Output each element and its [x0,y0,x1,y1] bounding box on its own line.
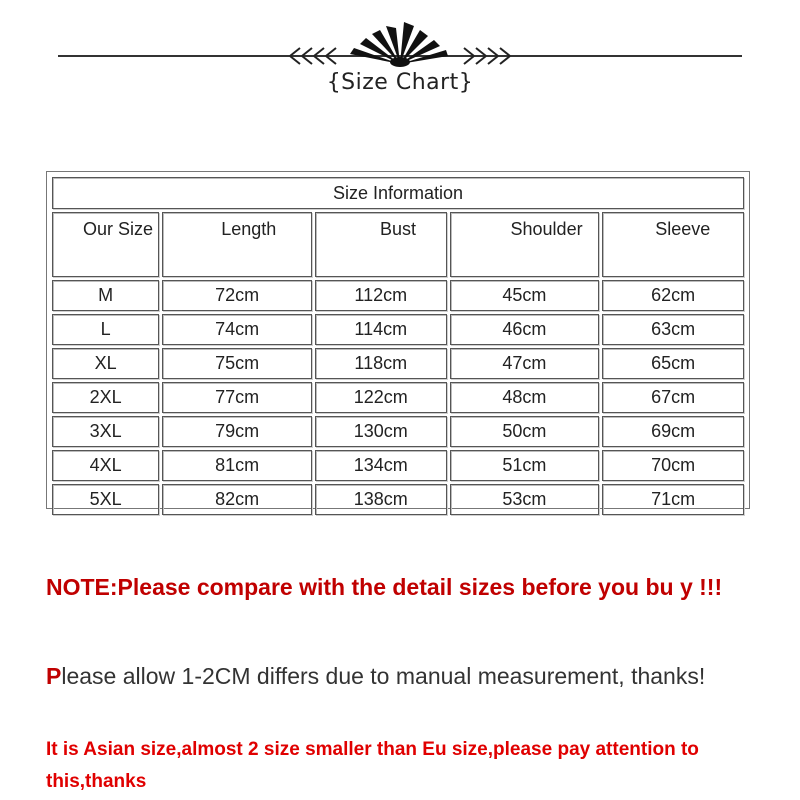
cell-bust: 118cm [315,348,447,379]
cell-length: 82cm [162,484,312,515]
cell-size: 3XL [52,416,159,447]
measurement-note [46,656,756,696]
column-header-sleeve: Sleeve [602,212,744,277]
cell-length: 81cm [162,450,312,481]
table-row [52,450,744,481]
cell-sleeve: 71cm [602,484,744,515]
cell-shoulder: 53cm [450,484,600,515]
compare-sizes-note: NOTE:Please compare with the detail sizes before you bu y !!! [46,574,723,600]
cell-length: 72cm [162,280,312,311]
cell-size: M [52,280,159,311]
cell-length: 74cm [162,314,312,345]
cell-size: L [52,314,159,345]
size-table-frame [46,171,750,509]
cell-size: 2XL [52,382,159,413]
column-header-bust: Bust [315,212,447,277]
cell-sleeve: 65cm [602,348,744,379]
header-ornament [0,0,800,110]
measurement-note-text: lease allow 1-2CM differs due to manual measurement, thanks! [61,663,706,689]
measurement-note-initial: P [46,663,62,689]
cell-sleeve: 69cm [602,416,744,447]
table-row [52,280,744,311]
asian-size-warning: It is Asian size,almost 2 size smaller than Eu size,please pay attention to this,thanks [46,739,699,792]
page-title: {Size Chart} [326,70,474,95]
table-row [52,416,744,447]
cell-sleeve: 67cm [602,382,744,413]
cell-shoulder: 51cm [450,450,600,481]
cell-bust: 138cm [315,484,447,515]
cell-bust: 114cm [315,314,447,345]
cell-sleeve: 70cm [602,450,744,481]
cell-bust: 122cm [315,382,447,413]
table-row [52,382,744,413]
cell-shoulder: 50cm [450,416,600,447]
cell-shoulder: 45cm [450,280,600,311]
cell-size: XL [52,348,159,379]
cell-sleeve: 63cm [602,314,744,345]
column-header-length: Length [162,212,312,277]
cell-length: 77cm [162,382,312,413]
column-header-shoulder: Shoulder [450,212,600,277]
cell-length: 79cm [162,416,312,447]
cell-size: 5XL [52,484,159,515]
table-row [52,348,744,379]
cell-sleeve: 62cm [602,280,744,311]
cell-bust: 134cm [315,450,447,481]
column-header-size: Our Size [52,212,159,277]
cell-shoulder: 46cm [450,314,600,345]
cell-shoulder: 47cm [450,348,600,379]
cell-length: 75cm [162,348,312,379]
cell-size: 4XL [52,450,159,481]
cell-bust: 130cm [315,416,447,447]
cell-bust: 112cm [315,280,447,311]
size-table [49,174,747,518]
table-caption: Size Information [52,177,744,209]
table-row [52,484,744,515]
table-header-row [52,212,744,277]
cell-shoulder: 48cm [450,382,600,413]
table-row [52,314,744,345]
